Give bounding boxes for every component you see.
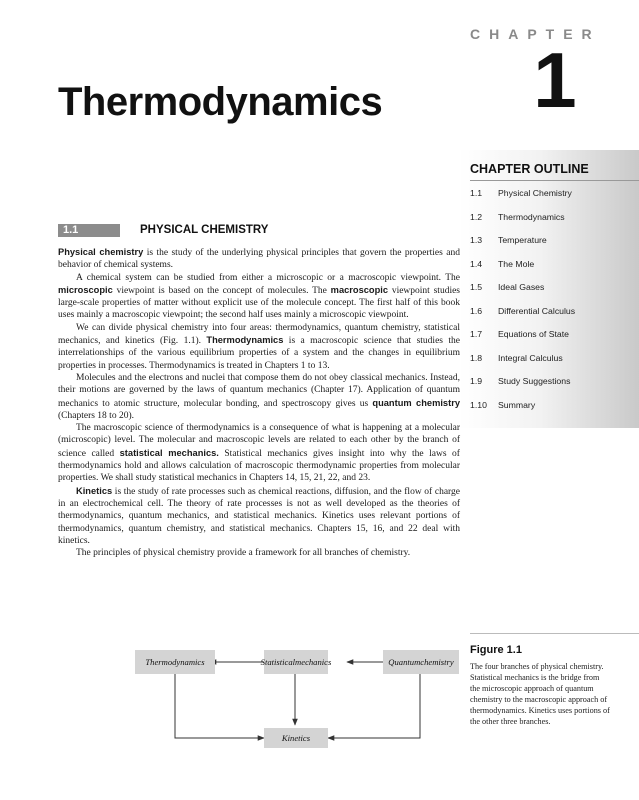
outline-item[interactable]: [470, 259, 635, 283]
key-term: statistical mechanics.: [119, 447, 219, 458]
outline-item[interactable]: [470, 235, 635, 259]
chapter-number: 1: [533, 36, 577, 124]
outline-item[interactable]: [470, 306, 635, 330]
chapter-outline-list: [470, 188, 635, 423]
arrow-quantum-to-kinetics: [328, 674, 420, 738]
node-statistical-mechanics: Statistical mechanics: [264, 650, 328, 674]
chapter-outline-heading: CHAPTER OUTLINE: [470, 162, 589, 176]
outline-item-label: Physical Chemistry: [498, 188, 572, 198]
outline-item-number: 1.7: [470, 329, 483, 339]
key-term: Thermodynamics: [206, 335, 284, 346]
node-quantum-chemistry: Quantum chemistry: [383, 650, 459, 674]
outline-item-label: Ideal Gases: [498, 282, 545, 292]
paragraph: We can divide physical chemistry into four areas: thermodynamics, quantum chemistry, statistical mechanics, and kinetics (Fig. 1.1). Thermodynamics is a macroscopic science that studies the interrelationships of the various equilibrium properties of a system and the changes in equilibrium properties in processes. Thermodynamics is treated in Chapters 1 to 13.: [58, 322, 460, 371]
figure-label: Figure 1.1: [470, 644, 522, 656]
node-thermodynamics: Thermodynamics: [135, 650, 215, 674]
outline-item-label: Summary: [498, 399, 536, 410]
outline-item-label: The Mole: [498, 258, 535, 269]
key-term: Kinetics: [76, 485, 113, 496]
paragraph: The macroscopic science of thermodynamics is a consequence of what is happening at a molecular (microscopic) level. The molecular and macroscopic levels are related to each other by the branch of science called statistical mechanics. Statistical mechanics gives insight into why the laws of thermodynamics hold and allows calculation of macroscopic thermodynamic properties from molecular properties. We shall study statistical mechanics in Chapters 14, 15, 21, 22, and 23.: [58, 423, 460, 484]
section-number: 1.1: [63, 224, 79, 236]
outline-item[interactable]: [470, 376, 635, 400]
outline-item[interactable]: [470, 353, 635, 377]
outline-item-label: Differential Calculus: [498, 305, 576, 316]
outline-divider: [470, 180, 639, 181]
outline-item[interactable]: [470, 400, 635, 424]
outline-item-number: 1.5: [470, 282, 483, 292]
key-term: Physical chemistry: [58, 247, 144, 257]
arrow-thermo-to-kinetics: [175, 674, 264, 738]
outline-item-number: 1.2: [470, 211, 483, 222]
outline-item[interactable]: [470, 212, 635, 236]
section-title: PHYSICAL CHEMISTRY: [140, 224, 269, 236]
outline-item-number: 1.1: [470, 188, 483, 198]
figure-caption: The four branches of physical chemistry. Statistical mechanics is the bridge from the microscopic approach of quantum chemistry to the macroscopic approach of thermodynamics. Kinetics uses portions of the other three branches.: [470, 662, 610, 726]
outline-item-label: Thermodynamics: [498, 211, 565, 222]
key-term: microscopic: [58, 284, 113, 295]
paragraph: Molecules and the electrons and nuclei that compose them do not obey classical mechanics. Instead, their motions are governed by the laws of quantum mechanics (Chapter 17). Application of quantum mechanics to atomic structure, molecular bonding, and spectroscopy gives us quantum chemistry (Chapters 18 to 20).: [58, 372, 460, 421]
chapter-title: Thermodynamics: [58, 80, 383, 124]
outline-item-number: 1.9: [470, 376, 483, 386]
paragraph: Physical chemistry is the study of the underlying physical principles that govern the properties and behavior of chemical systems.: [58, 247, 460, 271]
outline-item-number: 1.10: [470, 399, 487, 410]
node-kinetics: Kinetics: [264, 728, 328, 748]
outline-item[interactable]: [470, 188, 635, 212]
outline-item-number: 1.4: [470, 258, 483, 269]
outline-item-label: Integral Calculus: [498, 352, 563, 363]
outline-item-label: Temperature: [498, 235, 547, 245]
paragraph: Kinetics is the study of rate processes such as chemical reactions, diffusion, and the flow of charge in an electrochemical cell. The theory of rate processes is not as well developed as the theories of thermodynamics, quantum mechanics, and statistical mechanics. Kinetics uses relevant portions of thermodynamics, quantum chemistry, and statistical mechanics. Chapters 15, 16, and 22 deal with kinetics.: [58, 485, 460, 546]
key-term: quantum chemistry: [372, 397, 460, 408]
outline-item[interactable]: [470, 329, 635, 353]
section-body: [58, 246, 460, 559]
outline-item[interactable]: [470, 282, 635, 306]
outline-item-number: 1.3: [470, 235, 483, 245]
outline-item-label: Equations of State: [498, 329, 569, 339]
paragraph: A chemical system can be studied from either a microscopic or a macroscopic viewpoint. The microscopic viewpoint is based on the concept of molecules. The macroscopic viewpoint studies large-scale properties of matter without explicit use of the molecule concept. The first half of this book uses mainly a macroscopic viewpoint; the second half uses mainly a microscopic viewpoint.: [58, 272, 460, 321]
chapter-label: CHAPTER: [470, 26, 601, 42]
outline-item-number: 1.6: [470, 305, 483, 316]
figure-divider: [470, 633, 639, 634]
outline-item-label: Study Suggestions: [498, 376, 571, 386]
outline-item-number: 1.8: [470, 352, 483, 363]
key-term: macroscopic: [330, 284, 389, 295]
paragraph: The principles of physical chemistry provide a framework for all branches of chemistry.: [76, 548, 411, 559]
